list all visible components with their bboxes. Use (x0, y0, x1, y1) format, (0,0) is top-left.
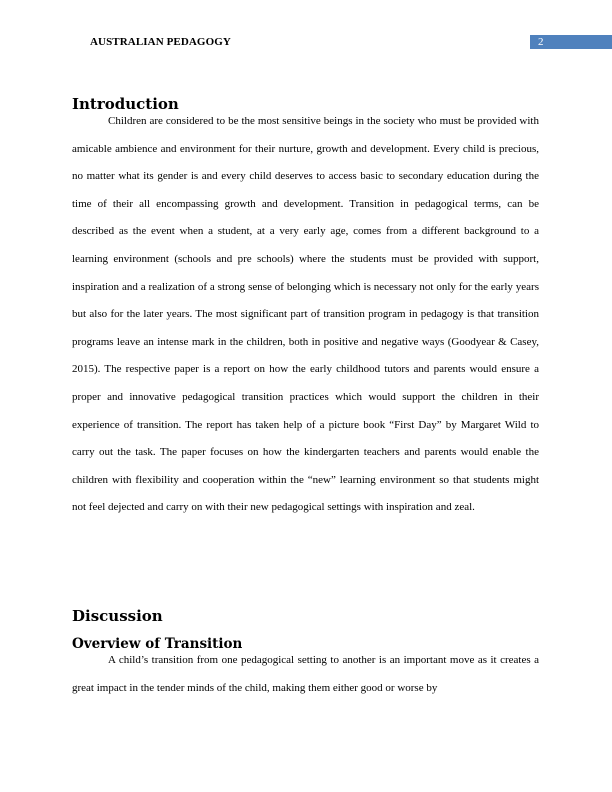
page-number: 2 (538, 36, 544, 48)
running-head: AUSTRALIAN PEDAGOGY (90, 36, 231, 48)
introduction-paragraph: Children are considered to be the most sensitive beings in the society who must be provided with amicable ambience and environment for their nurture, growth and development. Every child is precious, no matter what its gender is and every child deserves to access basic to secondary education during the time of their all encompassing growth and development. Transition in pedagogical terms, can be described as the event when a student, at a very early age, comes from a different background to a learning environment (schools and pre schools) where the students must be provided with support, inspiration and a realization of a strong sense of belonging which is necessary not only for the early years but also for the later years. The most significant part of transition program in pedagogy is that transition programs leave an intense mark in the children, both in positive and negative ways (Goodyear & Casey, 2015). The respective paper is a report on how the early childhood tutors and parents would ensure a proper and innovative pedagogical transition practices which would support the children in their experience of transition. The report has taken help of a picture book “First Day” by Margaret Wild to carry out the task. The paper focuses on how the kindergarten teachers and parents would enable the children with flexibility and cooperation within the “new” learning environment so that students might not feel dejected and carry on with their new pedagogical settings with inspiration and zeal. (72, 115, 539, 514)
discussion-heading: Discussion (72, 607, 163, 625)
overview-of-transition-subheading: Overview of Transition (72, 636, 243, 652)
page-number-bar (530, 35, 612, 49)
introduction-heading: Introduction (72, 95, 179, 113)
discussion-paragraph: A child’s transition from one pedagogical setting to another is an important move as it creates a great impact in the tender minds of the child, making them either good or worse by (72, 654, 539, 694)
